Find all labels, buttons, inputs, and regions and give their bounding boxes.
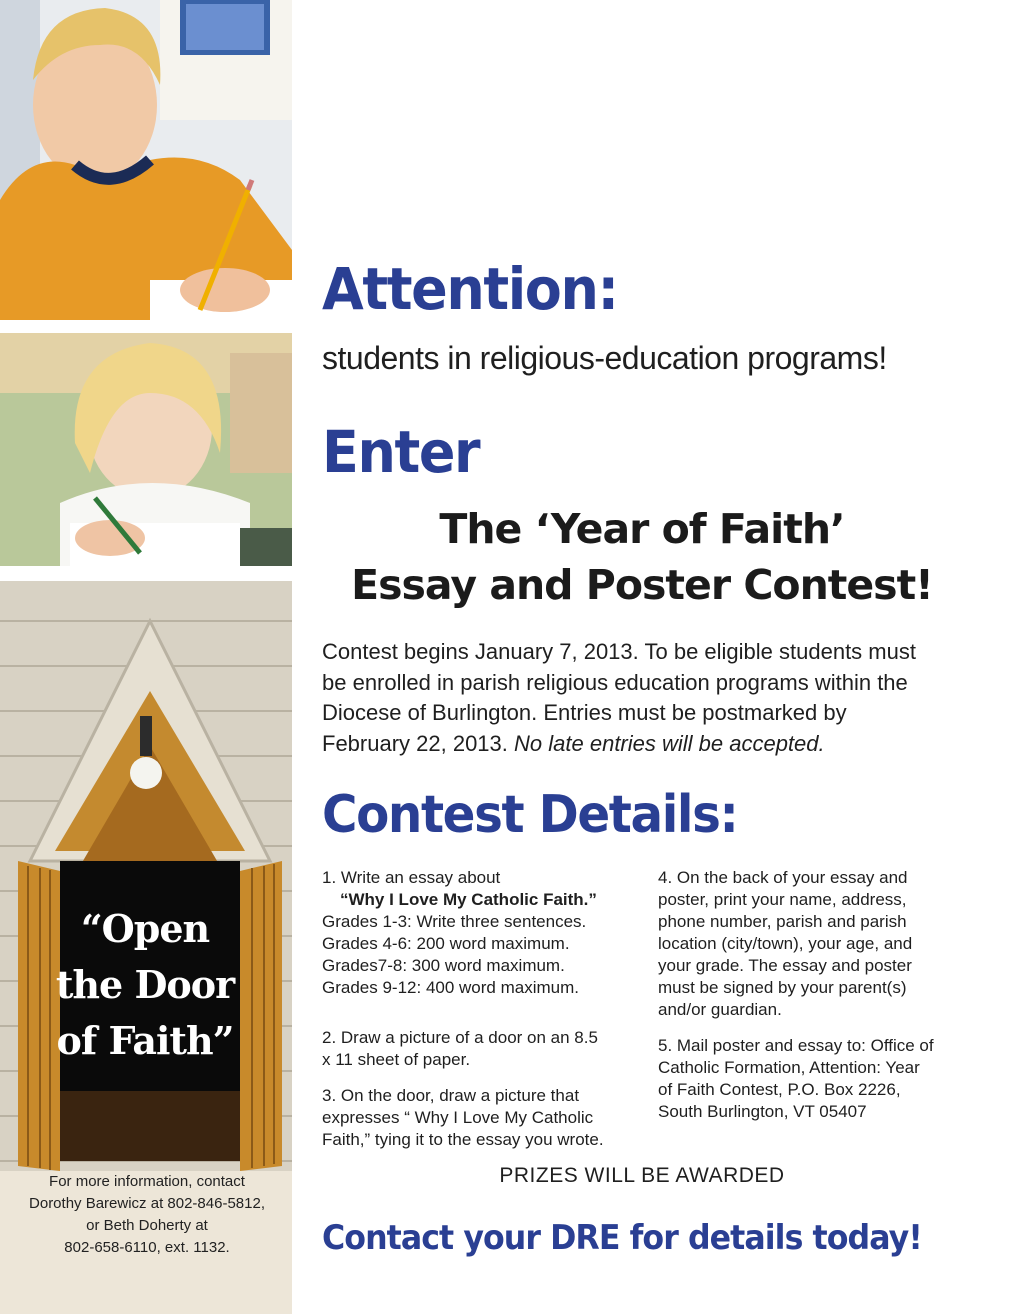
detail-line: expresses “ Why I Love My Catholic bbox=[322, 1108, 594, 1127]
late-entries-note: No late entries will be accepted. bbox=[514, 730, 825, 756]
call-to-action: Contact your DRE for details today! bbox=[322, 1218, 922, 1258]
detail-line: and/or guardian. bbox=[658, 1000, 782, 1019]
details-right-column bbox=[658, 867, 968, 1123]
detail-line: your grade. The essay and poster bbox=[658, 956, 912, 975]
door-slogan-line: “Open bbox=[80, 906, 210, 951]
intro-line bbox=[322, 729, 972, 760]
deadline-date: February 22, 2013. bbox=[322, 730, 508, 756]
detail-line: phone number, parish and parish bbox=[658, 912, 907, 931]
detail-line: 3. On the door, draw a picture that bbox=[322, 1086, 580, 1105]
grade-rule: Grades 9-12: 400 word maximum. bbox=[322, 978, 579, 997]
detail-line: must be signed by your parent(s) bbox=[658, 978, 907, 997]
detail-line: poster, print your name, address, bbox=[658, 890, 907, 909]
contest-title-line: Essay and Poster Contest! bbox=[351, 561, 933, 609]
audience-subheading: students in religious-education programs! bbox=[322, 340, 887, 376]
attention-heading: Attention: bbox=[322, 255, 618, 323]
intro-line: Diocese of Burlington. Entries must be postmarked by bbox=[322, 700, 847, 725]
essay-topic: “Why I Love My Catholic Faith.” bbox=[340, 890, 597, 909]
contact-line: or Beth Doherty at bbox=[86, 1217, 208, 1234]
contest-details-heading: Contest Details: bbox=[322, 785, 738, 845]
door-slogan bbox=[40, 901, 250, 1069]
photo-sidebar bbox=[0, 0, 292, 1314]
door-slogan-line: the Door bbox=[55, 962, 235, 1007]
intro-line: be enrolled in parish religious education programs within the bbox=[322, 669, 908, 695]
detail-line: 5. Mail poster and essay to: Office of bbox=[658, 1036, 934, 1055]
grade-rule: Grades7-8: 300 word maximum. bbox=[322, 956, 565, 975]
photo-girl-drawing bbox=[0, 333, 292, 566]
grade-rule: Grades 4-6: 200 word maximum. bbox=[322, 934, 570, 953]
details-left-column bbox=[322, 867, 642, 1151]
detail-line: Catholic Formation, Attention: Year bbox=[658, 1058, 920, 1077]
prizes-notice: PRIZES WILL BE AWARDED bbox=[499, 1164, 785, 1187]
detail-line: location (city/town), your age, and bbox=[658, 934, 913, 953]
photo-boy-writing bbox=[0, 0, 292, 320]
detail-line: 1. Write an essay about bbox=[322, 868, 501, 887]
contest-title-line: The ‘Year of Faith’ bbox=[439, 505, 845, 553]
photo-church-door bbox=[0, 581, 292, 1314]
intro-line: Contest begins January 7, 2013. To be eligible students must bbox=[322, 639, 916, 664]
contact-info bbox=[12, 1171, 282, 1259]
contact-line: For more information, contact bbox=[49, 1173, 245, 1190]
detail-line: x 11 sheet of paper. bbox=[322, 1050, 471, 1069]
enter-heading: Enter bbox=[322, 418, 480, 486]
detail-line: of Faith Contest, P.O. Box 2226, bbox=[658, 1080, 901, 1099]
door-slogan-line: of Faith” bbox=[56, 1018, 234, 1063]
detail-line: 4. On the back of your essay and bbox=[658, 868, 908, 887]
detail-line: Faith,” tying it to the essay you wrote. bbox=[322, 1130, 604, 1149]
contact-line: 802-658-6110, ext. 1132. bbox=[64, 1239, 230, 1256]
contact-line: Dorothy Barewicz at 802-846-5812, bbox=[29, 1195, 265, 1212]
detail-line: South Burlington, VT 05407 bbox=[658, 1102, 867, 1121]
grade-rule: Grades 1-3: Write three sentences. bbox=[322, 912, 587, 931]
detail-line: 2. Draw a picture of a door on an 8.5 bbox=[322, 1028, 598, 1047]
contest-intro bbox=[322, 637, 972, 759]
